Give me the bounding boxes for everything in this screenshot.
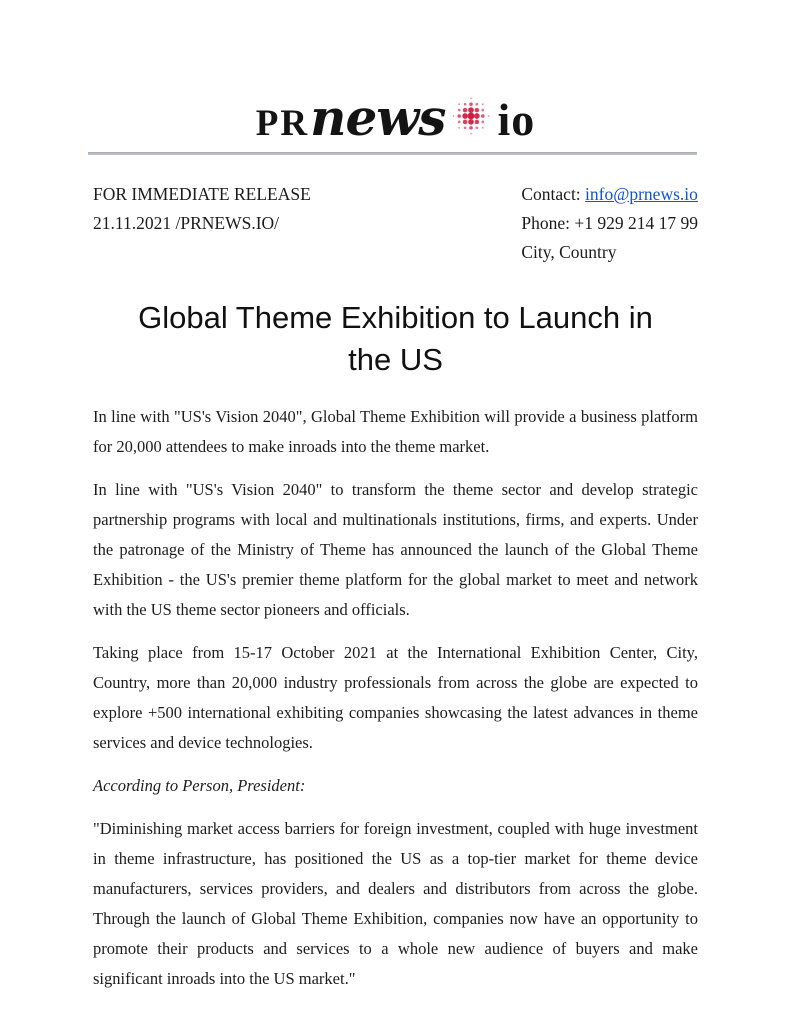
lead-paragraph: In line with "US's Vision 2040", Global Theme Exhibition will provide a business platform for 20,000 attendees to make inroads into the theme market. (93, 407, 698, 456)
page-title-line2: the US (348, 342, 443, 377)
logo-text-io: io (497, 94, 536, 145)
page-title (60, 297, 731, 381)
contact-line (521, 180, 698, 209)
location-line: City, Country (521, 242, 617, 262)
phone-line (521, 209, 698, 238)
prnews-logo (0, 0, 791, 147)
quote-paragraph: "Diminishing market access barriers for foreign investment, coupled with huge investment in theme infrastructure, has positioned the US as a top-tier market for theme device manufacturers, services providers, and dealers and distributors from across the globe. Through the launch of Global Theme Exhibition, companies now have an opportunity to promote their products and services to a whole new audience of buyers and make significant inroads into the US market." (93, 819, 698, 988)
contact-label: Contact: (521, 184, 581, 204)
page-title-line1: Global Theme Exhibition to Launch in (138, 300, 653, 335)
phone-label: Phone: (521, 213, 570, 233)
contact-email-link[interactable]: info@prnews.io (585, 184, 698, 204)
contact-info (521, 180, 698, 267)
article-body (93, 402, 698, 994)
immediate-release-label: FOR IMMEDIATE RELEASE (93, 184, 311, 204)
body-paragraph: Taking place from 15-17 October 2021 at the International Exhibition Center, City, Country, more than 20,000 industry professionals from across the globe are expected to explore +500 international exhibiting companies showcasing the latest advances in theme services and device technologies. (93, 643, 698, 752)
body-paragraph: In line with "US's Vision 2040" to transform the theme sector and develop strategic partnership programs with local and multinationals institutions, firms, and experts. Under the patronage of the Ministry of Theme has announced the launch of the Global Theme Exhibition - the US's premier theme platform for the global market to meet and network with the US theme sector pioneers and officials. (93, 480, 698, 619)
dateline: 21.11.2021 /PRNEWS.IO/ (93, 213, 280, 233)
header-divider-rule (88, 152, 697, 155)
attribution-line: According to Person, President: (93, 776, 306, 795)
logo-text-pr: PR (255, 103, 310, 144)
red-halftone-dots-icon (452, 97, 490, 135)
release-info (93, 180, 311, 267)
release-header (93, 180, 698, 267)
phone-number: +1 929 214 17 99 (574, 213, 698, 233)
logo-text-news: news (310, 88, 446, 147)
